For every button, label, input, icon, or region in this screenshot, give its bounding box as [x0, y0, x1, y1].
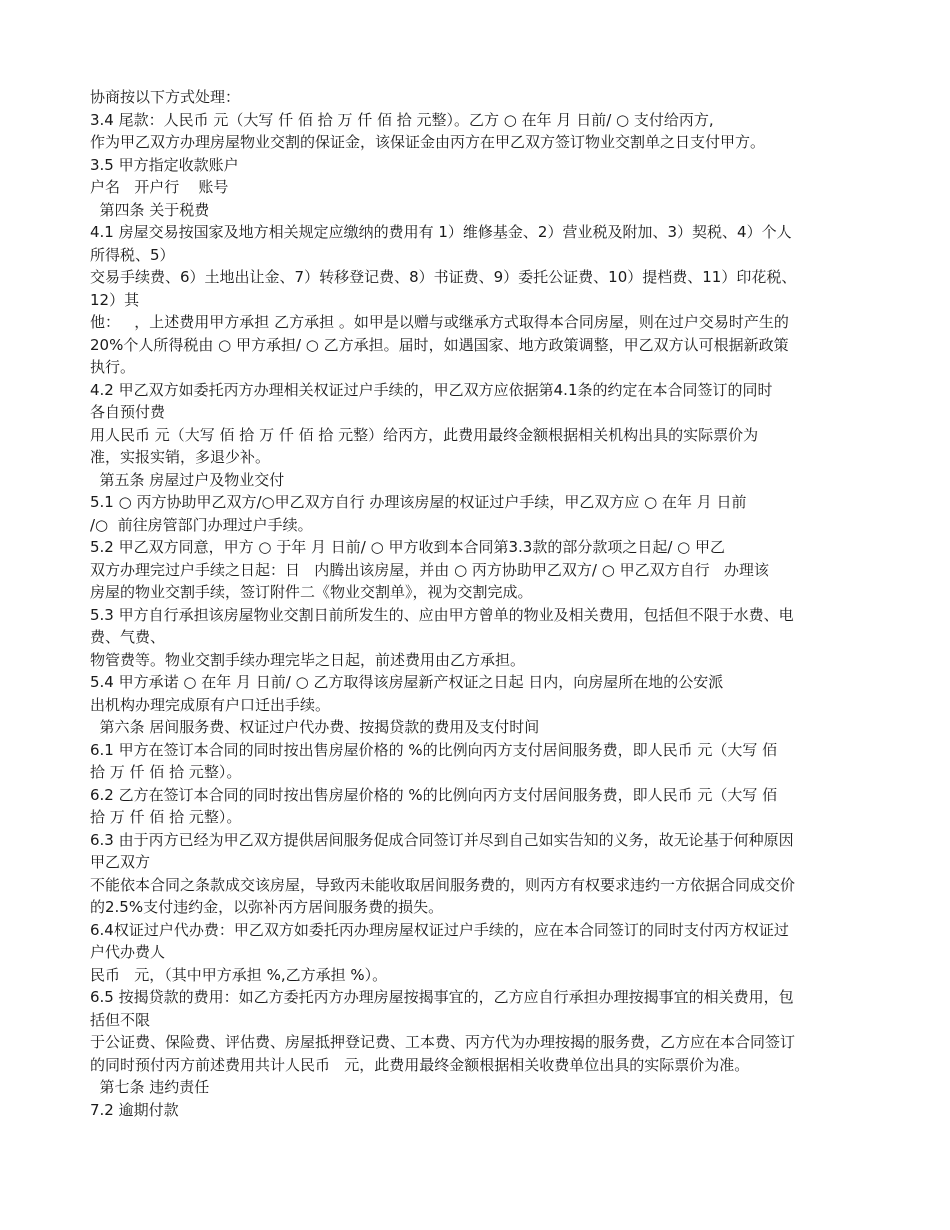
text-line: 准，实报实销，多退少补。 — [90, 448, 271, 466]
text-line: 用人民币 元（大写 佰 拾 万 仟 佰 拾 元整）给丙方，此费用最终金额根据相关机构出具的实际票价为 — [90, 425, 759, 444]
text-line: 不能依本合同之条款成交该房屋，导致丙未能收取居间服务费的，则丙方有权要求违约一方依据合同成交价 — [90, 875, 796, 894]
text-line: 于公证费、保险费、评估费、房屋抵押登记费、工本费、丙方代为办理按揭的服务费，乙方应在本合同签订 — [90, 1033, 796, 1051]
text-line: 的同时预付丙方前述费用共计人民币 元，此费用最终金额根据相关收费单位出具的实际票价为准。 — [90, 1055, 750, 1074]
text-line: 3.5 甲方指定收款账户 — [90, 155, 239, 174]
text-line: 出机构办理完成原有户口迁出手续。 — [90, 695, 331, 714]
text-line: 费、气费、 — [90, 628, 166, 646]
text-line: 20%个人所得税由 ○ 甲方承担/ ○ 乙方承担。届时，如遇国家、地方政策调整，甲乙双方认可根据新政策 — [90, 335, 789, 354]
text-line: 6.1 甲方在签订本合同的同时按出售房屋价格的 %的比例向丙方支付居间服务费，即人民币 元（大写 佰 — [90, 740, 778, 759]
document-body — [90, 86, 870, 1121]
text-line: 双方办理完过户手续之日起：日 内腾出该房屋，并由 ○ 丙方协助甲乙双方/ ○ 甲乙双方自行 办理该 — [90, 560, 769, 579]
text-line: 7.2 逾期付款 — [90, 1100, 179, 1119]
text-line: 拾 万 仟 佰 拾 元整）。 — [90, 808, 242, 826]
text-line: 3.4 尾款：人民币 元（大写 仟 佰 拾 万 仟 佰 拾 元整）。乙方 ○ 在年 月 日前/ ○ 支付给丙方, — [90, 110, 714, 129]
text-line: 括但不限 — [90, 1010, 151, 1029]
text-line: /○ 前往房管部门办理过户手续。 — [90, 515, 313, 534]
text-line: 6.4权证过户代办费：甲乙双方如委托丙办理房屋权证过户手续的，应在本合同签订的同时支付丙方权证过 — [90, 920, 789, 939]
text-line: 6.5 按揭贷款的费用：如乙方委托丙方办理房屋按揭事宜的，乙方应自行承担办理按揭事宜的相关费用，包 — [90, 988, 794, 1006]
text-line: 交易手续费、6）土地出让金、7）转移登记费、8）书证费、9）委托公证费、10）提档费、11）印花税、 — [90, 268, 797, 286]
text-line: 5.1 ○ 丙方协助甲乙双方/○甲乙双方自行 办理该房屋的权证过户手续，甲乙双方应 ○ 在年 月 日前 — [90, 493, 747, 511]
text-line: 6.3 由于丙方已经为甲乙双方提供居间服务促成合同签订并尽到自己如实告知的义务，故无论基于何种原因 — [90, 830, 794, 849]
text-line: 5.4 甲方承诺 ○ 在年 月 日前/ ○ 乙方取得该房屋新产权证之日起 日内，向房屋所在地的公安派 — [90, 673, 724, 691]
text-line: 拾 万 仟 佰 拾 元整）。 — [90, 763, 242, 781]
text-line: 物管费等。物业交割手续办理完毕之日起，前述费用由乙方承担。 — [90, 650, 526, 669]
text-line: 5.3 甲方自行承担该房屋物业交割日前所发生的、应由甲方曾单的物业及相关费用，包括但不限于水费、电 — [90, 605, 794, 624]
text-line: 协商按以下方式处理： — [90, 88, 241, 106]
text-line: 5.2 甲乙双方同意，甲方 ○ 于年 月 日前/ ○ 甲方收到本合同第3.3款的部分款项之日起/ ○ 甲乙 — [90, 538, 725, 556]
text-line: 所得税、5） — [90, 245, 175, 264]
text-line: 6.2 乙方在签订本合同的同时按出售房屋价格的 %的比例向丙方支付居间服务费，即人民币 元（大写 佰 — [90, 785, 778, 804]
text-line: 各自预付费 — [90, 403, 166, 421]
text-line: 作为甲乙双方办理房屋物业交割的保证金，该保证金由丙方在甲乙双方签订物业交割单之日支付甲方。 — [90, 133, 766, 151]
text-line: 房屋的物业交割手续，签订附件二《物业交割单》，视为交割完成。 — [90, 583, 533, 601]
text-line: 甲乙双方 — [90, 853, 151, 871]
section-heading: 第五条 房屋过户及物业交付 — [90, 470, 285, 489]
section-heading: 第四条 关于税费 — [90, 200, 210, 219]
text-line: 12）其 — [90, 290, 140, 309]
text-line: 的2.5%支付违约金，以弥补丙方居间服务费的损失。 — [90, 898, 444, 916]
text-line: 户代办费人 — [90, 943, 166, 961]
text-line: 他： ，上述费用甲方承担 乙方承担 。如甲是以赠与或继承方式取得本合同房屋，则在过户交易时产生的 — [90, 313, 789, 331]
text-line: 执行。 — [90, 358, 136, 376]
text-line: 户名 开户行 账号 — [90, 178, 229, 196]
text-line: 民币 元，（其中甲方承担 %,乙方承担 %）。 — [90, 965, 388, 984]
section-heading: 第七条 违约责任 — [90, 1078, 210, 1096]
text-line: 4.1 房屋交易按国家及地方相关规定应缴纳的费用有 1）维修基金、2）营业税及附加、3）契税、4）个人 — [90, 223, 792, 241]
text-line: 4.2 甲乙双方如委托丙方办理相关权证过户手续的，甲乙双方应依据第4.1条的约定在本合同签订的同时 — [90, 380, 773, 399]
section-heading: 第六条 居间服务费、权证过户代办费、按揭贷款的费用及支付时间 — [90, 718, 540, 736]
